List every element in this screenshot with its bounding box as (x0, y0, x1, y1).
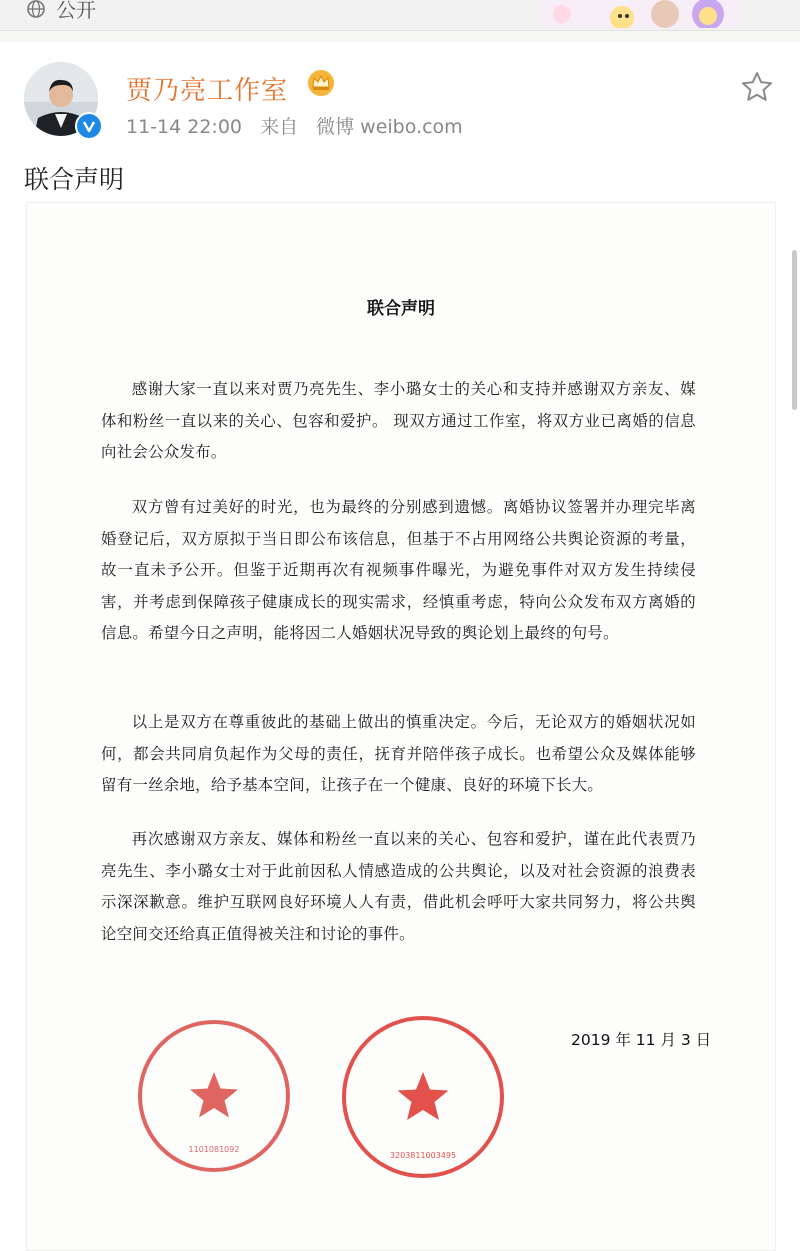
document-paragraph: 再次感谢双方亲友、媒体和粉丝一直以来的关心、包容和爱护，谨在此代表贾乃亮先生、李小璐女士对于此前因私人情感造成的公共舆论，以及对社会资源的浪费表示深深歉意。维护互联网良好环境人人有责，借此机会呼吁大家共同努力，将公共舆论空间交还给真正值得被关注和讨论的事件。 (101, 830, 696, 943)
document-paragraph: 感谢大家一直以来对贾乃亮先生、李小璐女士的关心和支持并感谢双方亲友、媒体和粉丝一直以来的关心、包容和爱护。 现双方通过工作室，将双方业已离婚的信息向社会公众发布。 (101, 380, 696, 461)
post-time: 11-14 22:00 (126, 116, 243, 138)
crown-badge-icon[interactable] (306, 68, 336, 98)
author-name[interactable]: 贾乃亮工作室 (126, 76, 289, 106)
company-seal-2 (338, 1012, 508, 1182)
visibility-label: 公开 (56, 0, 96, 22)
document-paragraph: 以上是双方在尊重彼此的基础上做出的慎重决定。今后，无论双方的婚姻状况如何，都会共同肩负起作为父母的责任，抚育并陪伴孩子成长。也希望公众及媒体能够留有一丝余地，给予基本空间，让孩子在一个健康、良好的环境下长大。 (101, 713, 696, 794)
visibility-indicator[interactable] (26, 0, 96, 23)
source-prefix: 来自 (260, 116, 299, 138)
sticker-banner (540, 0, 740, 28)
seal-number: 1101081092 (188, 1145, 240, 1154)
verified-v-icon (75, 112, 103, 140)
document-date: 2019 年 11 月 3 日 (571, 1031, 712, 1049)
seal-number: 3203811003495 (389, 1151, 457, 1160)
star-icon[interactable] (740, 70, 774, 104)
company-seal-1 (134, 1016, 294, 1176)
scrollbar[interactable] (792, 250, 797, 410)
post-meta (126, 112, 463, 139)
statement-image[interactable] (26, 202, 776, 1251)
top-bar (0, 0, 800, 31)
document-title: 联合声明 (367, 299, 435, 319)
document-paragraph: 双方曾有过美好的时光，也为最终的分别感到遗憾。离婚协议签署并办理完毕离婚登记后，双方原拟于当日即公布该信息，但基于不占用网络公共舆论资源的考量，故一直未予公开。但鉴于近期再次有视频事件曝光，为避免事件对双方发生持续侵害，并考虑到保障孩子健康成长的现实需求，经慎重考虑，特向公众发布双方离婚的信息。希望今日之声明，能将因二人婚姻状况导致的舆论划上最终的句号。 (101, 498, 696, 642)
globe-icon (26, 0, 46, 19)
weibo-post-card (0, 42, 800, 1251)
post-text: 联合声明 (24, 165, 125, 194)
post-source[interactable]: 微博 weibo.com (316, 116, 463, 138)
